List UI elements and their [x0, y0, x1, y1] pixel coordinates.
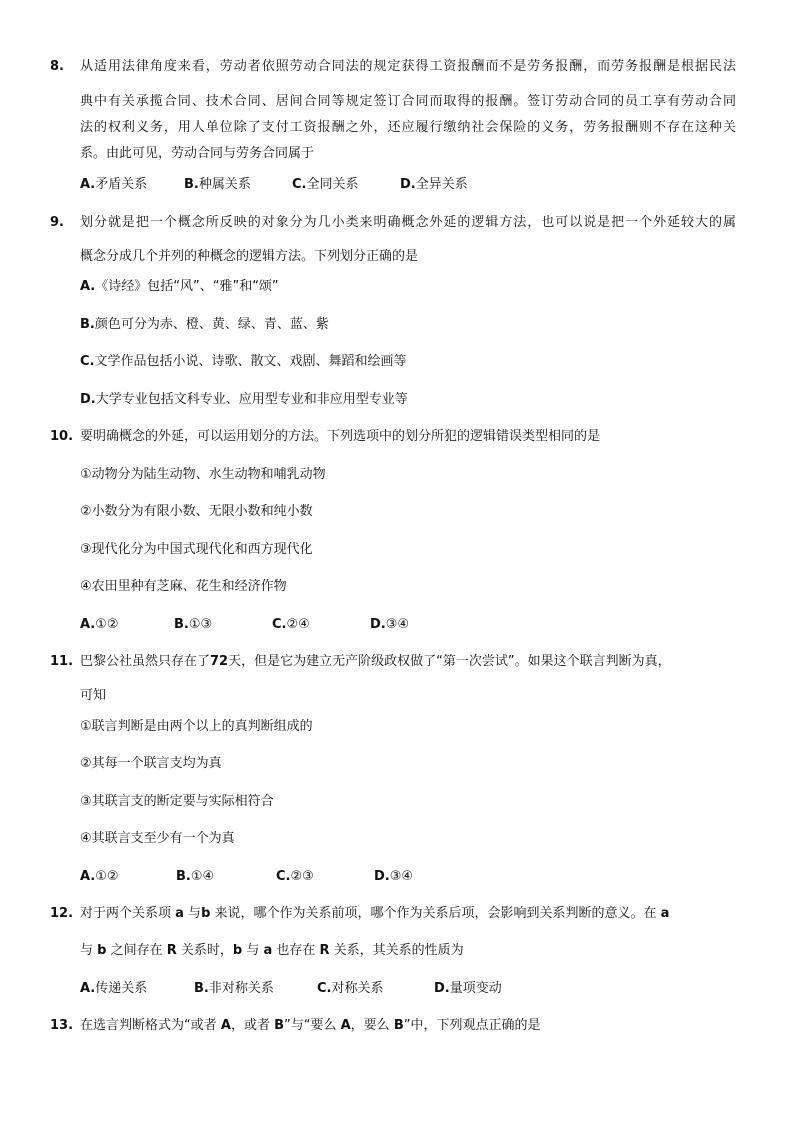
question-9-number: 9. [50, 215, 64, 230]
question-8-text-line-1: 从适用法律角度来看，劳动者依照劳动合同法的规定获得工资报酬而不是劳务报酬，而劳务报酬是根据民法 [80, 59, 736, 74]
option-b: B.①③ [174, 617, 213, 632]
question-8-text-line-2: 典中有关承揽合同、技术合同、居间合同等规定签订合同而取得的报酬。签订劳动合同的员工享有劳动合同 [80, 94, 736, 109]
option-d: D.③④ [370, 617, 410, 632]
option-a: A.①② [80, 869, 119, 884]
option-b: B.非对称关系 [194, 981, 274, 996]
question-10-number: 10. [50, 429, 74, 444]
question-12-text-line-1: 对于两个关系项 a 与b 来说，哪个作为关系前项，哪个作为关系后项，会影响到关系判断的意义。在 a [80, 906, 670, 921]
question-10-statement-4: ④农田里种有芝麻、花生和经济作物 [80, 579, 287, 594]
option-c: C.对称关系 [317, 981, 384, 996]
option-b: B.①④ [176, 869, 215, 884]
question-8-text-line-3: 法的权利义务，用人单位除了支付工资报酬之外，还应履行缴纳社会保险的义务，劳务报酬则不存在这种关 [80, 120, 736, 135]
question-12-text-line-2: 与 b 之间存在 R 关系时，b 与 a 也存在 R 关系，其关系的性质为 [80, 943, 464, 958]
question-10-text-line-1: 要明确概念的外延，可以运用划分的方法。下列选项中的划分所犯的逻辑错误类型相同的是 [80, 429, 601, 444]
question-11-text-line-2: 可知 [80, 688, 107, 703]
question-13-number: 13. [50, 1018, 74, 1033]
question-8-number: 8. [50, 59, 64, 74]
option-d: D.全异关系 [400, 177, 468, 192]
question-10-statement-1: ①动物分为陆生动物、水生动物和哺乳动物 [80, 467, 326, 482]
question-11-text-line-1: 巴黎公社虽然只存在了72天，但是它为建立无产阶级政权做了“第一次尝试”。如果这个联言判断为真， [80, 654, 671, 669]
question-9-option-d: D.大学专业包括文科专业、应用型专业和非应用型专业等 [80, 392, 408, 407]
question-10-statement-2: ②小数分为有限小数、无限小数和纯小数 [80, 504, 313, 519]
question-11-statement-3: ③其联言支的断定要与实际相符合 [80, 794, 274, 809]
option-a: A.传递关系 [80, 981, 148, 996]
option-c: C.②③ [276, 869, 314, 884]
question-8-text-line-4: 系。由此可见，劳动合同与劳务合同属于 [80, 146, 315, 161]
question-11-number: 11. [50, 654, 74, 669]
question-12-number: 12. [50, 906, 74, 921]
option-d: D.量项变动 [434, 981, 502, 996]
option-d: D.③④ [374, 869, 414, 884]
option-a: A.①② [80, 617, 119, 632]
option-b: B.种属关系 [184, 177, 251, 192]
option-c: C.②④ [272, 617, 310, 632]
question-13-text-line-1: 在选言判断格式为“或者 A，或者 B”与“要么 A，要么 B”中，下列观点正确的是 [80, 1018, 541, 1033]
question-9-option-c: C.文学作品包括小说、诗歌、散文、戏剧、舞蹈和绘画等 [80, 354, 407, 369]
question-9-text-line-2: 概念分成几个并列的种概念的逻辑方法。下列划分正确的是 [80, 249, 419, 264]
question-9-option-a: A.《诗经》包括“风”、“雅”和“颂” [80, 279, 279, 294]
question-9-text-line-1: 划分就是把一个概念所反映的对象分为几小类来明确概念外延的逻辑方法，也可以说是把一个外延较大的属 [80, 215, 736, 230]
option-a: A.矛盾关系 [80, 177, 148, 192]
option-c: C.全同关系 [292, 177, 359, 192]
question-10-statement-3: ③现代化分为中国式现代化和西方现代化 [80, 542, 313, 557]
question-11-statement-2: ②其每一个联言支均为真 [80, 756, 222, 771]
question-11-statement-4: ④其联言支至少有一个为真 [80, 831, 235, 846]
question-11-statement-1: ①联言判断是由两个以上的真判断组成的 [80, 719, 313, 734]
question-9-option-b: B.颜色可分为赤、橙、黄、绿、青、蓝、紫 [80, 317, 329, 332]
